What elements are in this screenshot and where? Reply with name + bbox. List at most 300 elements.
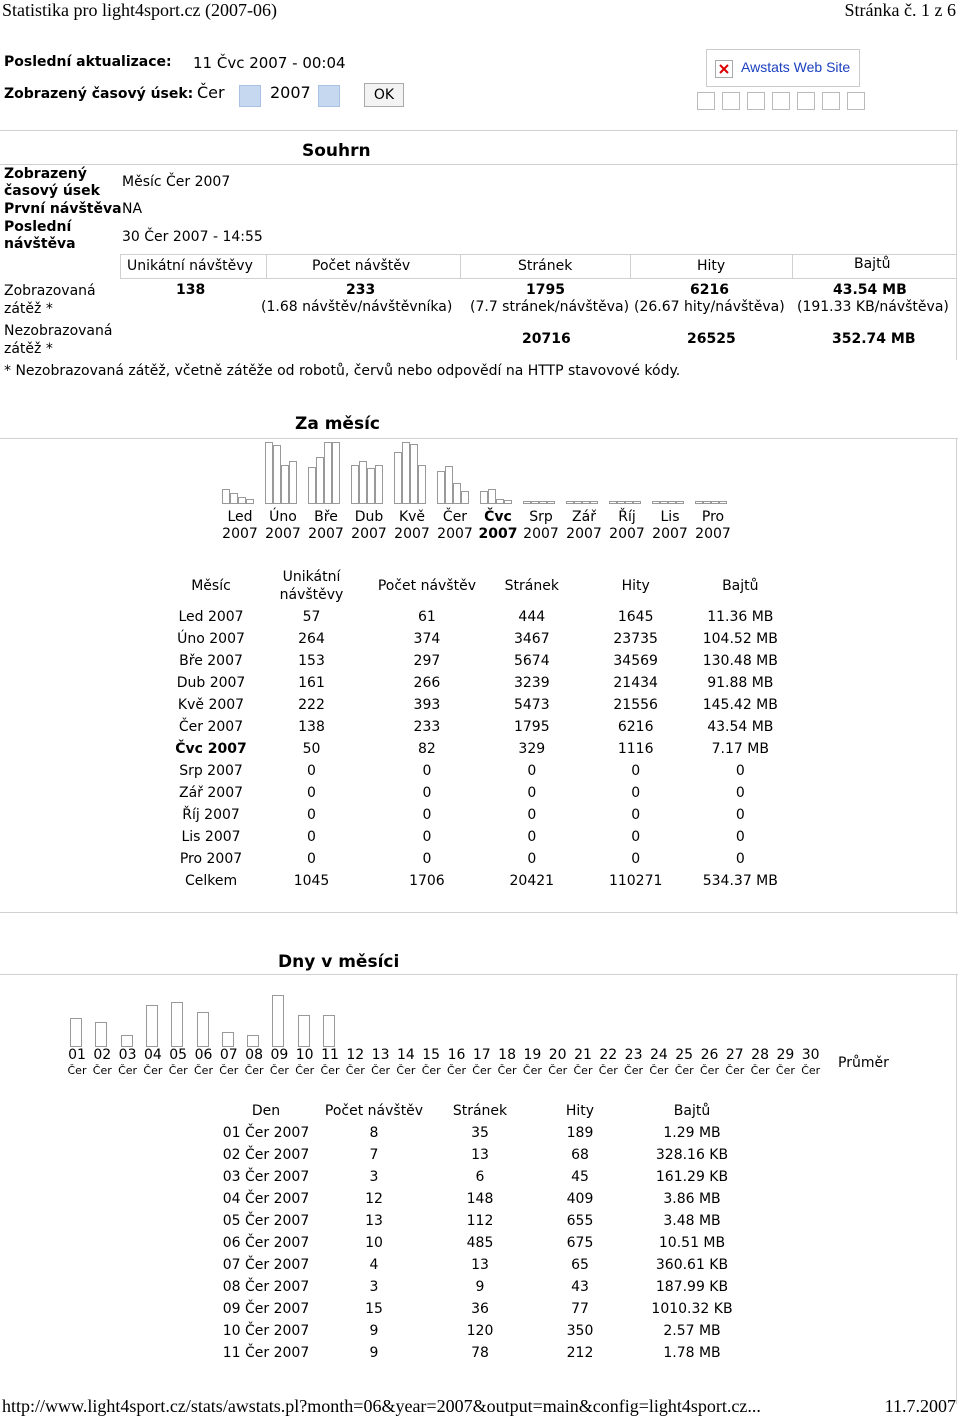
chart-day-month: Čer xyxy=(447,1064,466,1077)
table-cell: Pro 2007 xyxy=(179,851,243,867)
monthly-chart xyxy=(0,438,958,508)
chart-month-year: 2007 xyxy=(523,526,559,542)
chart-bar xyxy=(523,501,531,504)
table-cell: 153 xyxy=(298,653,325,669)
chart-day-month: Čer xyxy=(472,1064,492,1077)
first-visit-value: NA xyxy=(122,201,143,217)
chart-day-month: Čer xyxy=(801,1064,821,1077)
chart-bar xyxy=(265,442,273,504)
table-cell: 161.29 KB xyxy=(655,1169,729,1185)
table-cell: 444 xyxy=(518,609,546,625)
chart-bar xyxy=(719,501,727,504)
chart-day-month: Čer xyxy=(674,1064,694,1077)
chart-day-month: Čer xyxy=(345,1064,365,1077)
table-row xyxy=(214,1254,754,1276)
chart-day-label xyxy=(671,1048,697,1078)
table-cell: 13 xyxy=(471,1147,489,1163)
th-month: Měsíc xyxy=(191,578,231,594)
chart-bar xyxy=(308,467,316,504)
chart-day-month: Čer xyxy=(92,1064,112,1077)
chart-month-name: Lis xyxy=(660,509,680,525)
chart-day-label xyxy=(191,1048,217,1078)
daily-chart xyxy=(0,975,958,1045)
table-cell: 78 xyxy=(471,1345,489,1361)
broken-image-icon xyxy=(715,60,733,78)
col-pages: Stránek xyxy=(518,258,573,274)
table-row xyxy=(173,606,793,628)
chart-day-number: 04 xyxy=(143,1047,162,1063)
table-cell: Úno 2007 xyxy=(177,631,245,647)
table-cell: 3 xyxy=(369,1279,379,1295)
viewed-visits-sub: (1.68 návštěv/návštěvníka) xyxy=(261,299,453,315)
chart-bar xyxy=(676,501,684,504)
monthly-title: Za měsíc xyxy=(295,414,380,434)
chart-day-month: Čer xyxy=(598,1064,618,1077)
table-cell: 112 xyxy=(466,1213,494,1229)
table-cell: 360.61 KB xyxy=(655,1257,729,1273)
th-bytes: Bajtů xyxy=(673,1103,711,1119)
chart-bar xyxy=(323,1015,335,1047)
chart-day-month: Čer xyxy=(118,1064,138,1077)
chart-bar xyxy=(121,1035,133,1047)
th-hits: Hity xyxy=(565,1103,595,1119)
chart-bar xyxy=(445,466,453,504)
chart-day-label xyxy=(418,1048,444,1078)
table-cell: 0 xyxy=(527,829,537,845)
table-cell: 0 xyxy=(735,763,745,779)
placeholder-icon xyxy=(847,92,865,110)
viewed-hits: 6216 xyxy=(690,282,729,298)
table-row xyxy=(214,1276,754,1298)
table-cell: 0 xyxy=(631,829,641,845)
chart-month-label xyxy=(605,509,649,543)
chart-month-label xyxy=(261,509,305,543)
month-dropdown-icon[interactable] xyxy=(239,85,261,107)
table-cell: 23735 xyxy=(613,631,658,647)
chart-day-month: Čer xyxy=(649,1064,669,1077)
chart-month-year: 2007 xyxy=(478,526,518,542)
chart-month-label xyxy=(648,509,692,543)
th-visits: Počet návštěv xyxy=(377,578,476,594)
chart-bar xyxy=(272,995,284,1047)
chart-bar xyxy=(695,501,703,504)
chart-bar xyxy=(566,501,574,504)
table-row xyxy=(173,650,793,672)
table-cell: 0 xyxy=(527,807,537,823)
table-cell: 0 xyxy=(422,763,432,779)
chart-month-label xyxy=(218,509,262,543)
viewed-pages: 1795 xyxy=(526,282,565,298)
table-cell: 91.88 MB xyxy=(707,675,774,691)
chart-day-month: Čer xyxy=(624,1064,644,1077)
table-cell: 15 xyxy=(365,1301,383,1317)
table-cell: 0 xyxy=(422,851,432,867)
summary-footnote: * Nezobrazovaná zátěž, včetně zátěže od robotů, červů nebo odpovědí na HTTP stavovové kódy. xyxy=(4,363,681,379)
chart-bar xyxy=(246,499,254,504)
table-cell: 45 xyxy=(571,1169,589,1185)
chart-month-name: Říj xyxy=(618,509,636,525)
chart-bar xyxy=(222,1032,234,1047)
table-cell: 05 Čer 2007 xyxy=(222,1213,310,1229)
chart-month-label xyxy=(691,509,735,543)
chart-day-number: 19 xyxy=(523,1047,542,1063)
chart-day-label xyxy=(798,1048,824,1078)
chart-bar xyxy=(367,468,375,504)
chart-day-month: Čer xyxy=(168,1064,188,1077)
table-cell: 233 xyxy=(413,719,441,735)
chart-month-year: 2007 xyxy=(566,526,602,542)
chart-day-number: 07 xyxy=(219,1047,238,1063)
table-cell: 1.78 MB xyxy=(663,1345,721,1361)
table-row xyxy=(214,1188,754,1210)
chart-day-number: 25 xyxy=(675,1047,694,1063)
table-cell: 145.42 MB xyxy=(702,697,778,713)
table-cell: 0 xyxy=(735,807,745,823)
table-cell: 6 xyxy=(475,1169,485,1185)
chart-day-month: Čer xyxy=(269,1064,289,1077)
table-cell: 04 Čer 2007 xyxy=(222,1191,310,1207)
chart-day-label xyxy=(722,1048,748,1078)
table-row xyxy=(214,1320,754,1342)
chart-month-year: 2007 xyxy=(308,526,344,542)
table-cell: 0 xyxy=(735,829,745,845)
table-cell: 1116 xyxy=(617,741,654,757)
table-cell: Kvě 2007 xyxy=(177,697,245,713)
table-cell: 0 xyxy=(307,851,316,867)
viewed-hits-sub: (26.67 hity/návštěva) xyxy=(634,299,785,315)
col-visits: Počet návštěv xyxy=(312,258,411,274)
chart-day-label xyxy=(519,1048,545,1078)
chart-month-year: 2007 xyxy=(394,526,430,542)
chart-day-number: 09 xyxy=(270,1047,289,1063)
table-cell: 08 Čer 2007 xyxy=(222,1279,310,1295)
daily-chart-labels xyxy=(0,1048,958,1082)
chart-month-label xyxy=(433,509,477,543)
table-cell: 0 xyxy=(307,807,316,823)
table-cell: 43 xyxy=(571,1279,589,1295)
col-bytes: Bajtů xyxy=(854,256,891,272)
chart-day-number: 03 xyxy=(118,1047,137,1063)
table-row xyxy=(173,848,793,870)
viewed-pages-sub: (7.7 stránek/návštěva) xyxy=(470,299,630,315)
chart-month-year: 2007 xyxy=(222,526,258,542)
table-cell: Čer 2007 xyxy=(178,719,244,735)
table-cell: 110271 xyxy=(608,873,663,889)
table-cell: 21434 xyxy=(613,675,658,691)
table-cell: 82 xyxy=(417,741,436,757)
chart-day-number: 29 xyxy=(776,1047,795,1063)
chart-bar xyxy=(453,483,461,504)
viewed-unique: 138 xyxy=(176,282,206,298)
chart-bar xyxy=(633,501,641,504)
table-cell: 11 Čer 2007 xyxy=(222,1345,310,1361)
table-cell: 161 xyxy=(298,675,325,691)
chart-month-name: Pro xyxy=(701,509,725,525)
chart-day-number: 05 xyxy=(169,1047,188,1063)
table-cell: 189 xyxy=(566,1125,594,1141)
chart-bar xyxy=(703,501,711,504)
chart-day-number: 26 xyxy=(700,1047,719,1063)
chart-day-label xyxy=(697,1048,723,1078)
table-cell: 5473 xyxy=(513,697,550,713)
placeholder-icon xyxy=(797,92,815,110)
chart-day-label xyxy=(292,1048,318,1078)
table-cell: 3 xyxy=(369,1169,379,1185)
table-cell: 10.51 MB xyxy=(658,1235,726,1251)
viewed-bytes: 43.54 MB xyxy=(833,282,907,298)
th-pages: Stránek xyxy=(452,1103,508,1119)
chart-bar xyxy=(197,1012,209,1047)
table-row xyxy=(173,694,793,716)
chart-day-label xyxy=(444,1048,470,1078)
table-cell: 329 xyxy=(518,741,546,757)
chart-day-label xyxy=(646,1048,672,1078)
chart-bar xyxy=(316,457,324,504)
chart-day-month: Čer xyxy=(725,1064,745,1077)
th-day: Den xyxy=(251,1103,281,1119)
table-cell: 264 xyxy=(298,631,325,647)
chart-day-label xyxy=(317,1048,343,1078)
table-cell: 0 xyxy=(422,785,432,801)
table-cell: 2.57 MB xyxy=(663,1323,721,1339)
chart-day-month: Čer xyxy=(396,1064,416,1077)
chart-bar xyxy=(488,489,496,504)
chart-day-month: Čer xyxy=(244,1064,264,1077)
chart-day-number: 01 xyxy=(68,1047,86,1063)
col-hits: Hity xyxy=(697,258,726,274)
chart-day-number: 23 xyxy=(624,1047,643,1063)
table-row xyxy=(173,870,793,892)
chart-day-label xyxy=(140,1048,166,1078)
chart-month-name: Dub xyxy=(354,509,384,525)
chart-day-number: 28 xyxy=(751,1047,769,1063)
chart-day-number: 21 xyxy=(574,1047,592,1063)
chart-day-number: 30 xyxy=(801,1047,820,1063)
viewed-visits: 233 xyxy=(346,282,376,298)
chart-bar xyxy=(359,461,367,504)
table-cell: 20421 xyxy=(509,873,555,889)
month-select[interactable]: Čer xyxy=(197,83,225,102)
table-cell: 10 xyxy=(365,1235,383,1251)
chart-day-number: 24 xyxy=(649,1047,668,1063)
chart-month-name: Čer xyxy=(442,509,468,525)
period-label: Zobrazený časový úsek: xyxy=(4,86,194,102)
summary-title: Souhrn xyxy=(302,141,371,161)
chart-bar xyxy=(480,491,488,504)
table-row xyxy=(214,1144,754,1166)
table-cell: 50 xyxy=(302,741,321,757)
chart-day-number: 08 xyxy=(245,1047,263,1063)
monthly-table xyxy=(173,566,793,892)
year-dropdown-icon[interactable] xyxy=(318,85,340,107)
chart-bar xyxy=(617,501,625,504)
table-cell: 77 xyxy=(571,1301,589,1317)
table-cell: 9 xyxy=(369,1345,379,1361)
chart-bar xyxy=(171,1002,183,1047)
table-cell: Srp 2007 xyxy=(179,763,243,779)
placeholder-icon xyxy=(722,92,740,110)
table-cell: 1795 xyxy=(513,719,550,735)
chart-bar xyxy=(95,1022,107,1047)
chart-day-label xyxy=(342,1048,368,1078)
chart-month-year: 2007 xyxy=(609,526,645,542)
table-row xyxy=(214,1122,754,1144)
chart-bar xyxy=(222,489,230,504)
table-cell: Led 2007 xyxy=(178,609,244,625)
chart-bar xyxy=(332,442,340,504)
table-cell: 13 xyxy=(471,1257,489,1273)
chart-day-label xyxy=(266,1048,292,1078)
table-cell: 21556 xyxy=(613,697,658,713)
last-update-value: 11 Čvc 2007 - 00:04 xyxy=(193,54,346,72)
table-cell: 3239 xyxy=(513,675,550,691)
table-cell: 409 xyxy=(566,1191,594,1207)
print-header-page: Stránka č. 1 z 6 xyxy=(844,0,956,20)
average-label: Průměr xyxy=(838,1055,889,1071)
table-cell: 187.99 KB xyxy=(655,1279,729,1295)
chart-month-name: Zář xyxy=(572,509,596,525)
print-header-title: Statistika pro light4sport.cz (2007-06) xyxy=(2,0,277,20)
chart-bar xyxy=(504,500,512,504)
chart-bar xyxy=(547,501,555,504)
chart-month-year: 2007 xyxy=(652,526,688,542)
chart-day-month: Čer xyxy=(497,1064,517,1077)
ok-button[interactable]: OK xyxy=(364,83,404,107)
chart-bar xyxy=(660,501,668,504)
table-cell: 0 xyxy=(422,829,432,845)
chart-day-month: Čer xyxy=(775,1064,795,1077)
chart-day-month: Čer xyxy=(295,1064,315,1077)
period-row-value: Měsíc Čer 2007 xyxy=(122,174,231,190)
chart-month-name: Úno xyxy=(269,509,297,525)
chart-month-name: Srp xyxy=(529,509,553,525)
chart-day-label xyxy=(89,1048,115,1078)
chart-bar xyxy=(70,1018,82,1047)
chart-day-month: Čer xyxy=(573,1064,593,1077)
chart-day-number: 06 xyxy=(194,1047,213,1063)
chart-month-label xyxy=(390,509,434,543)
table-cell: 10 Čer 2007 xyxy=(222,1323,310,1339)
table-cell: 01 Čer 2007 xyxy=(222,1125,310,1141)
table-cell: 36 xyxy=(471,1301,489,1317)
chart-day-label xyxy=(241,1048,267,1078)
placeholder-icon xyxy=(697,92,715,110)
table-cell: 328.16 KB xyxy=(655,1147,729,1163)
chart-bar xyxy=(539,501,547,504)
table-cell: Čvc 2007 xyxy=(175,741,247,757)
viewed-label: Zobrazovaná zátěž * xyxy=(4,283,96,317)
chart-day-month: Čer xyxy=(421,1064,441,1077)
table-cell: 13 xyxy=(365,1213,383,1229)
table-row xyxy=(173,672,793,694)
table-cell: 0 xyxy=(631,807,641,823)
chart-bar xyxy=(625,501,633,504)
chart-bar xyxy=(298,1015,310,1047)
chart-day-number: 16 xyxy=(447,1047,466,1063)
chart-day-number: 27 xyxy=(725,1047,744,1063)
chart-day-number: 13 xyxy=(371,1047,390,1063)
chart-month-label xyxy=(562,509,606,543)
placeholder-icon xyxy=(822,92,840,110)
chart-day-number: 17 xyxy=(472,1047,491,1063)
table-cell: 1045 xyxy=(293,873,330,889)
chart-day-number: 10 xyxy=(295,1047,314,1063)
chart-bar xyxy=(289,461,297,504)
chart-day-label xyxy=(393,1048,419,1078)
year-select[interactable]: 2007 xyxy=(270,83,311,102)
table-cell: 03 Čer 2007 xyxy=(222,1169,310,1185)
chart-month-label xyxy=(519,509,563,543)
table-cell: Zář 2007 xyxy=(179,785,244,801)
chart-day-month: Čer xyxy=(320,1064,340,1077)
chart-day-month: Čer xyxy=(219,1064,239,1077)
chart-day-number: 02 xyxy=(93,1047,112,1063)
chart-bar xyxy=(247,1035,259,1047)
chart-month-name: Bře xyxy=(314,509,338,525)
last-update-label: Poslední aktualizace: xyxy=(4,54,172,70)
th-pages: Stránek xyxy=(504,578,559,594)
th-hits: Hity xyxy=(621,578,650,594)
chart-day-number: 20 xyxy=(548,1047,567,1063)
chart-day-label xyxy=(216,1048,242,1078)
table-cell: 02 Čer 2007 xyxy=(222,1147,310,1163)
chart-bar xyxy=(582,501,590,504)
table-cell: 3467 xyxy=(513,631,550,647)
chart-day-month: Čer xyxy=(67,1064,87,1077)
table-row xyxy=(173,716,793,738)
chart-bar xyxy=(402,442,410,504)
table-cell: Bře 2007 xyxy=(179,653,243,669)
chart-month-name: Čvc xyxy=(484,509,512,525)
chart-day-label xyxy=(165,1048,191,1078)
chart-day-label xyxy=(570,1048,596,1078)
chart-month-year: 2007 xyxy=(437,526,473,542)
chart-month-label xyxy=(347,509,391,543)
chart-bar xyxy=(711,501,719,504)
table-row xyxy=(214,1166,754,1188)
table-cell: Říj 2007 xyxy=(182,807,240,823)
table-row xyxy=(173,738,793,760)
table-cell: 65 xyxy=(571,1257,589,1273)
awstats-link-box[interactable] xyxy=(706,49,860,87)
monthly-chart-labels xyxy=(0,509,958,547)
table-row xyxy=(173,760,793,782)
table-cell: 222 xyxy=(298,697,325,713)
placeholder-icon xyxy=(772,92,790,110)
table-cell: 11.36 MB xyxy=(707,609,774,625)
table-cell: 120 xyxy=(466,1323,494,1339)
chart-month-year: 2007 xyxy=(351,526,387,542)
table-cell: 655 xyxy=(566,1213,594,1229)
chart-bar xyxy=(437,471,445,504)
chart-day-label xyxy=(494,1048,520,1078)
chart-bar xyxy=(351,465,359,504)
table-cell: 0 xyxy=(631,785,641,801)
daily-table xyxy=(214,1100,754,1364)
period-row-label: Zobrazený časový úsek xyxy=(4,166,100,199)
table-cell: 0 xyxy=(307,829,316,845)
awstats-link[interactable]: Awstats Web Site xyxy=(741,59,851,75)
chart-day-label xyxy=(747,1048,773,1078)
chart-bar xyxy=(146,1005,158,1047)
chart-bar xyxy=(273,445,281,504)
table-cell: 0 xyxy=(527,851,537,867)
table-cell: 1645 xyxy=(617,609,654,625)
chart-day-month: Čer xyxy=(522,1064,542,1077)
th-bytes: Bajtů xyxy=(722,578,759,594)
table-cell: 130.48 MB xyxy=(702,653,778,669)
table-cell: 09 Čer 2007 xyxy=(222,1301,310,1317)
